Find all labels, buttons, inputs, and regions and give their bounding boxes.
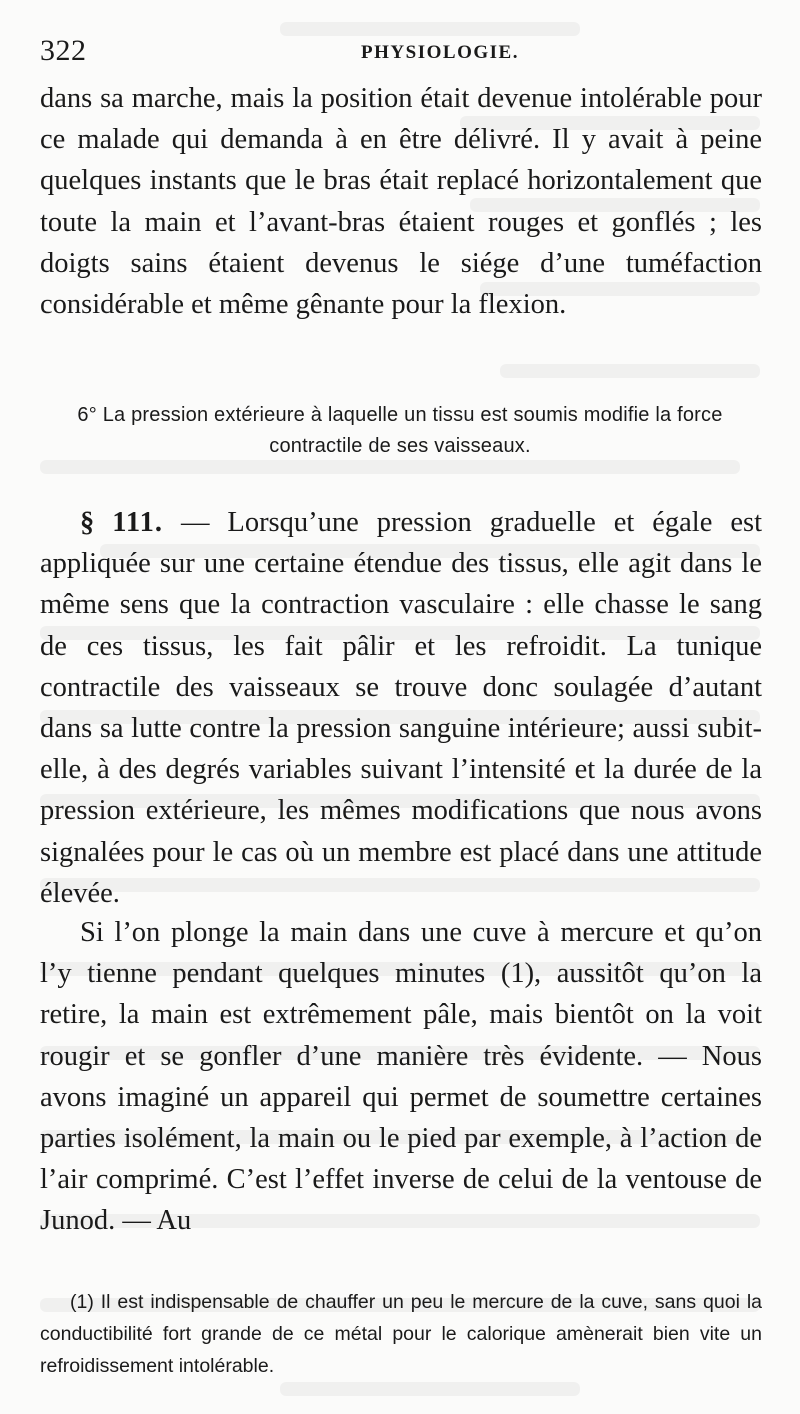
footnote-text: (1) Il est indispensable de chauffer un peu le mercure de la cuve, sans quoi la conductibilité fort grande de ce métal pour le calorique amènerait bien vite un refroidissement intolérable.	[40, 1291, 762, 1377]
running-head: PHYSIOLOGIE.	[361, 42, 519, 63]
section-paragraph	[40, 502, 762, 914]
section-heading-line-2: contractile de ses vaisseaux.	[269, 435, 531, 457]
paragraph-mercury-text: Si l’on plonge la main dans une cuve à mercure et qu’on l’y tienne pendant quelques minutes (1), aussitôt qu’on la retire, la main est extrêmement pâle, mais bientôt on la voit rougir et se gonfler d’une manière très évidente. — Nous avons imaginé un appareil qui permet de soumettre certaines parties isolément, la main ou le pied par exemple, à l’action de l’air comprimé. C’est l’effet inverse de celui de la ventouse de Junod. — Au	[40, 917, 762, 1237]
paragraph-text: dans sa marche, mais la position était devenue intolérable pour ce malade qui demanda à en être délivré. Il y avait à peine quelques instants que le bras était replacé horizontalement que toute la main et l’avant-bras étaient rouges et gonflés ; les doigts sains étaient devenus le siége d’une tuméfaction considérable et même gênante pour la flexion.	[40, 83, 762, 321]
page-number: 322	[40, 34, 87, 67]
section-mark: §	[80, 507, 95, 538]
paragraph-continued	[40, 78, 762, 325]
section-heading	[40, 400, 760, 462]
paragraph-mercury	[40, 912, 762, 1242]
section-heading-line-1: 6° La pression extérieure à laquelle un tissu est soumis modifie la force	[77, 404, 723, 426]
page-header	[40, 34, 760, 74]
footnote	[40, 1286, 762, 1382]
section-text: — Lorsqu’une pression graduelle et égale est appliquée sur une certaine étendue des tissus, elle agit dans le même sens que la contraction vasculaire : elle chasse le sang de ces tissus, les fait pâlir et les refroidit. La tunique contractile des vaisseaux se trouve donc soulagée d’autant dans sa lutte contre la pression sanguine intérieure; aussi subit-elle, à des degrés variables suivant l’intensité et la durée de la pression extérieure, les mêmes modifications que nous avons signalées pour le cas où un membre est placé dans une attitude élevée.	[40, 507, 763, 909]
section-number: 111.	[112, 507, 163, 538]
